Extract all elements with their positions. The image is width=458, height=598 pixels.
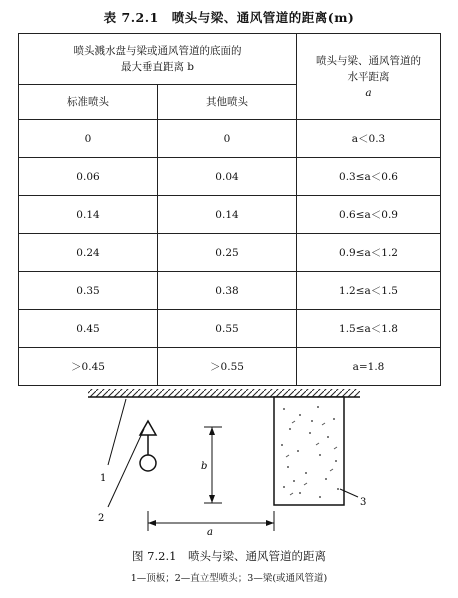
callout-2: 2: [98, 513, 105, 524]
table-title: 表 7.2.1 喷头与梁、通风管道的距离(m): [103, 10, 355, 25]
table-row: 0.35 0.38 1.2≤a＜1.5: [19, 272, 441, 310]
table-row: 0.24 0.25 0.9≤a＜1.2: [19, 234, 441, 272]
distance-table: [18, 33, 441, 386]
ceiling-slab: [88, 389, 360, 397]
table-row: 0.06 0.04 0.3≤a＜0.6: [19, 158, 441, 196]
header-other-sprinkler: 其他喷头: [158, 85, 297, 120]
leader-1: [108, 399, 126, 465]
sprinkler-diagram: [0, 385, 458, 560]
header-standard-sprinkler: 标准喷头: [19, 85, 158, 120]
figure-legend: 1—顶板；2—直立型喷头；3—梁(或通风管道): [130, 573, 328, 584]
header-vertical-distance: 喷头溅水盘与梁或通风管道的底面的 最大垂直距离 b: [19, 34, 297, 85]
table-row: 0.45 0.55 1.5≤a＜1.8: [19, 310, 441, 348]
leader-2: [108, 429, 144, 507]
dim-a-label: a: [207, 527, 213, 538]
table-row: 0 0 a＜0.3: [19, 120, 441, 158]
callout-3: 3: [360, 497, 367, 508]
header-horizontal-distance: 喷头与梁、通风管道的 水平距离 a: [297, 34, 441, 120]
table-row: 0.14 0.14 0.6≤a＜0.9: [19, 196, 441, 234]
beam: [274, 397, 344, 505]
figure-caption: 图 7.2.1 喷头与梁、通风管道的距离: [132, 549, 326, 563]
sprinkler-head: [140, 421, 156, 471]
dim-b-label: b: [201, 461, 208, 472]
callout-1: 1: [100, 473, 107, 484]
table-row: ＞0.45 ＞0.55 a=1.8: [19, 348, 441, 386]
